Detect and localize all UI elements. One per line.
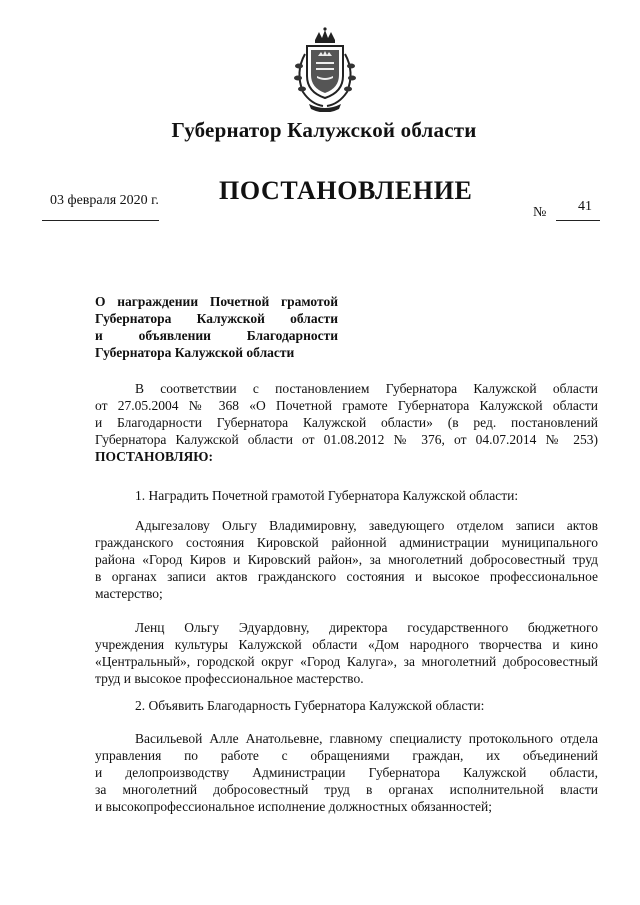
document-number-label: № — [533, 205, 547, 220]
number-underline — [556, 220, 600, 221]
text-line: гражданского состояния Кировской районной администрации муниципального — [95, 535, 598, 550]
text-line: и делопроизводству Администрации Губернатора Калужской области, — [95, 765, 598, 780]
resolve-statement: ПОСТАНОВЛЯЮ: — [95, 449, 213, 464]
text-line: 1. Наградить Почетной грамотой Губернатора Калужской области: — [135, 488, 519, 503]
text-line: «Центральный», городской округ «Город Калуга», за многолетний добросовестный — [95, 654, 598, 669]
text-line: труд и высокое профессиональное мастерство. — [95, 671, 364, 686]
document-date: 03 февраля 2020 г. — [50, 193, 159, 208]
text-line: Ленц Ольгу Эдуардовну, директора государственного бюджетного — [135, 620, 598, 635]
item-1-heading — [95, 487, 598, 504]
preamble-paragraph — [95, 380, 598, 465]
text-line: в органах записи актов гражданского состояния и высокое профессиональное — [95, 569, 598, 584]
text-line: мастерство; — [95, 586, 163, 601]
coat-of-arms-icon — [289, 26, 361, 112]
date-underline — [42, 220, 159, 221]
text-line: района «Город Киров и Кировский район», за многолетний добросовестный труд — [95, 552, 598, 567]
subject-line: Губернатора Калужской области — [95, 345, 295, 360]
text-line: В соответствии с постановлением Губернатора Калужской области — [135, 381, 598, 396]
document-subject — [95, 293, 338, 361]
text-line: за многолетний добросовестный труд в органах исполнительной власти — [95, 782, 598, 797]
document-type-title: ПОСТАНОВЛЕНИЕ — [219, 176, 473, 205]
text-line: и высокопрофессиональное исполнение должностных обязанностей; — [95, 799, 493, 814]
text-line: от 27.05.2004 № 368 «О Почетной грамоте Губернатора Калужской области — [95, 398, 598, 413]
issuer-title: Губернатор Калужской области — [171, 118, 477, 142]
document-number-value: 41 — [578, 199, 592, 214]
award-paragraph — [95, 619, 598, 687]
text-line: и Благодарности Губернатора Калужской области» (в ред. постановлений — [95, 415, 598, 430]
text-line: Васильевой Алле Анатольевне, главному специалисту протокольного отдела — [135, 731, 598, 746]
subject-line: О награждении Почетной грамотой — [95, 294, 338, 309]
text-line: управления по работе с обращениями граждан, их объединений — [95, 748, 598, 763]
item-2-heading — [95, 697, 598, 714]
text-line: 2. Объявить Благодарность Губернатора Калужской области: — [135, 698, 485, 713]
subject-line: и объявлении Благодарности — [95, 328, 338, 343]
thanks-paragraph — [95, 730, 598, 815]
award-paragraph — [95, 517, 598, 602]
subject-line: Губернатора Калужской области — [95, 311, 338, 326]
text-line: учреждения культуры Калужской области «Дом народного творчества и кино — [95, 637, 598, 652]
text-line: Адыгезалову Ольгу Владимировну, заведующего отделом записи актов — [135, 518, 598, 533]
text-line: Губернатора Калужской области от 01.08.2012 № 376, от 04.07.2014 № 253) — [95, 432, 598, 447]
